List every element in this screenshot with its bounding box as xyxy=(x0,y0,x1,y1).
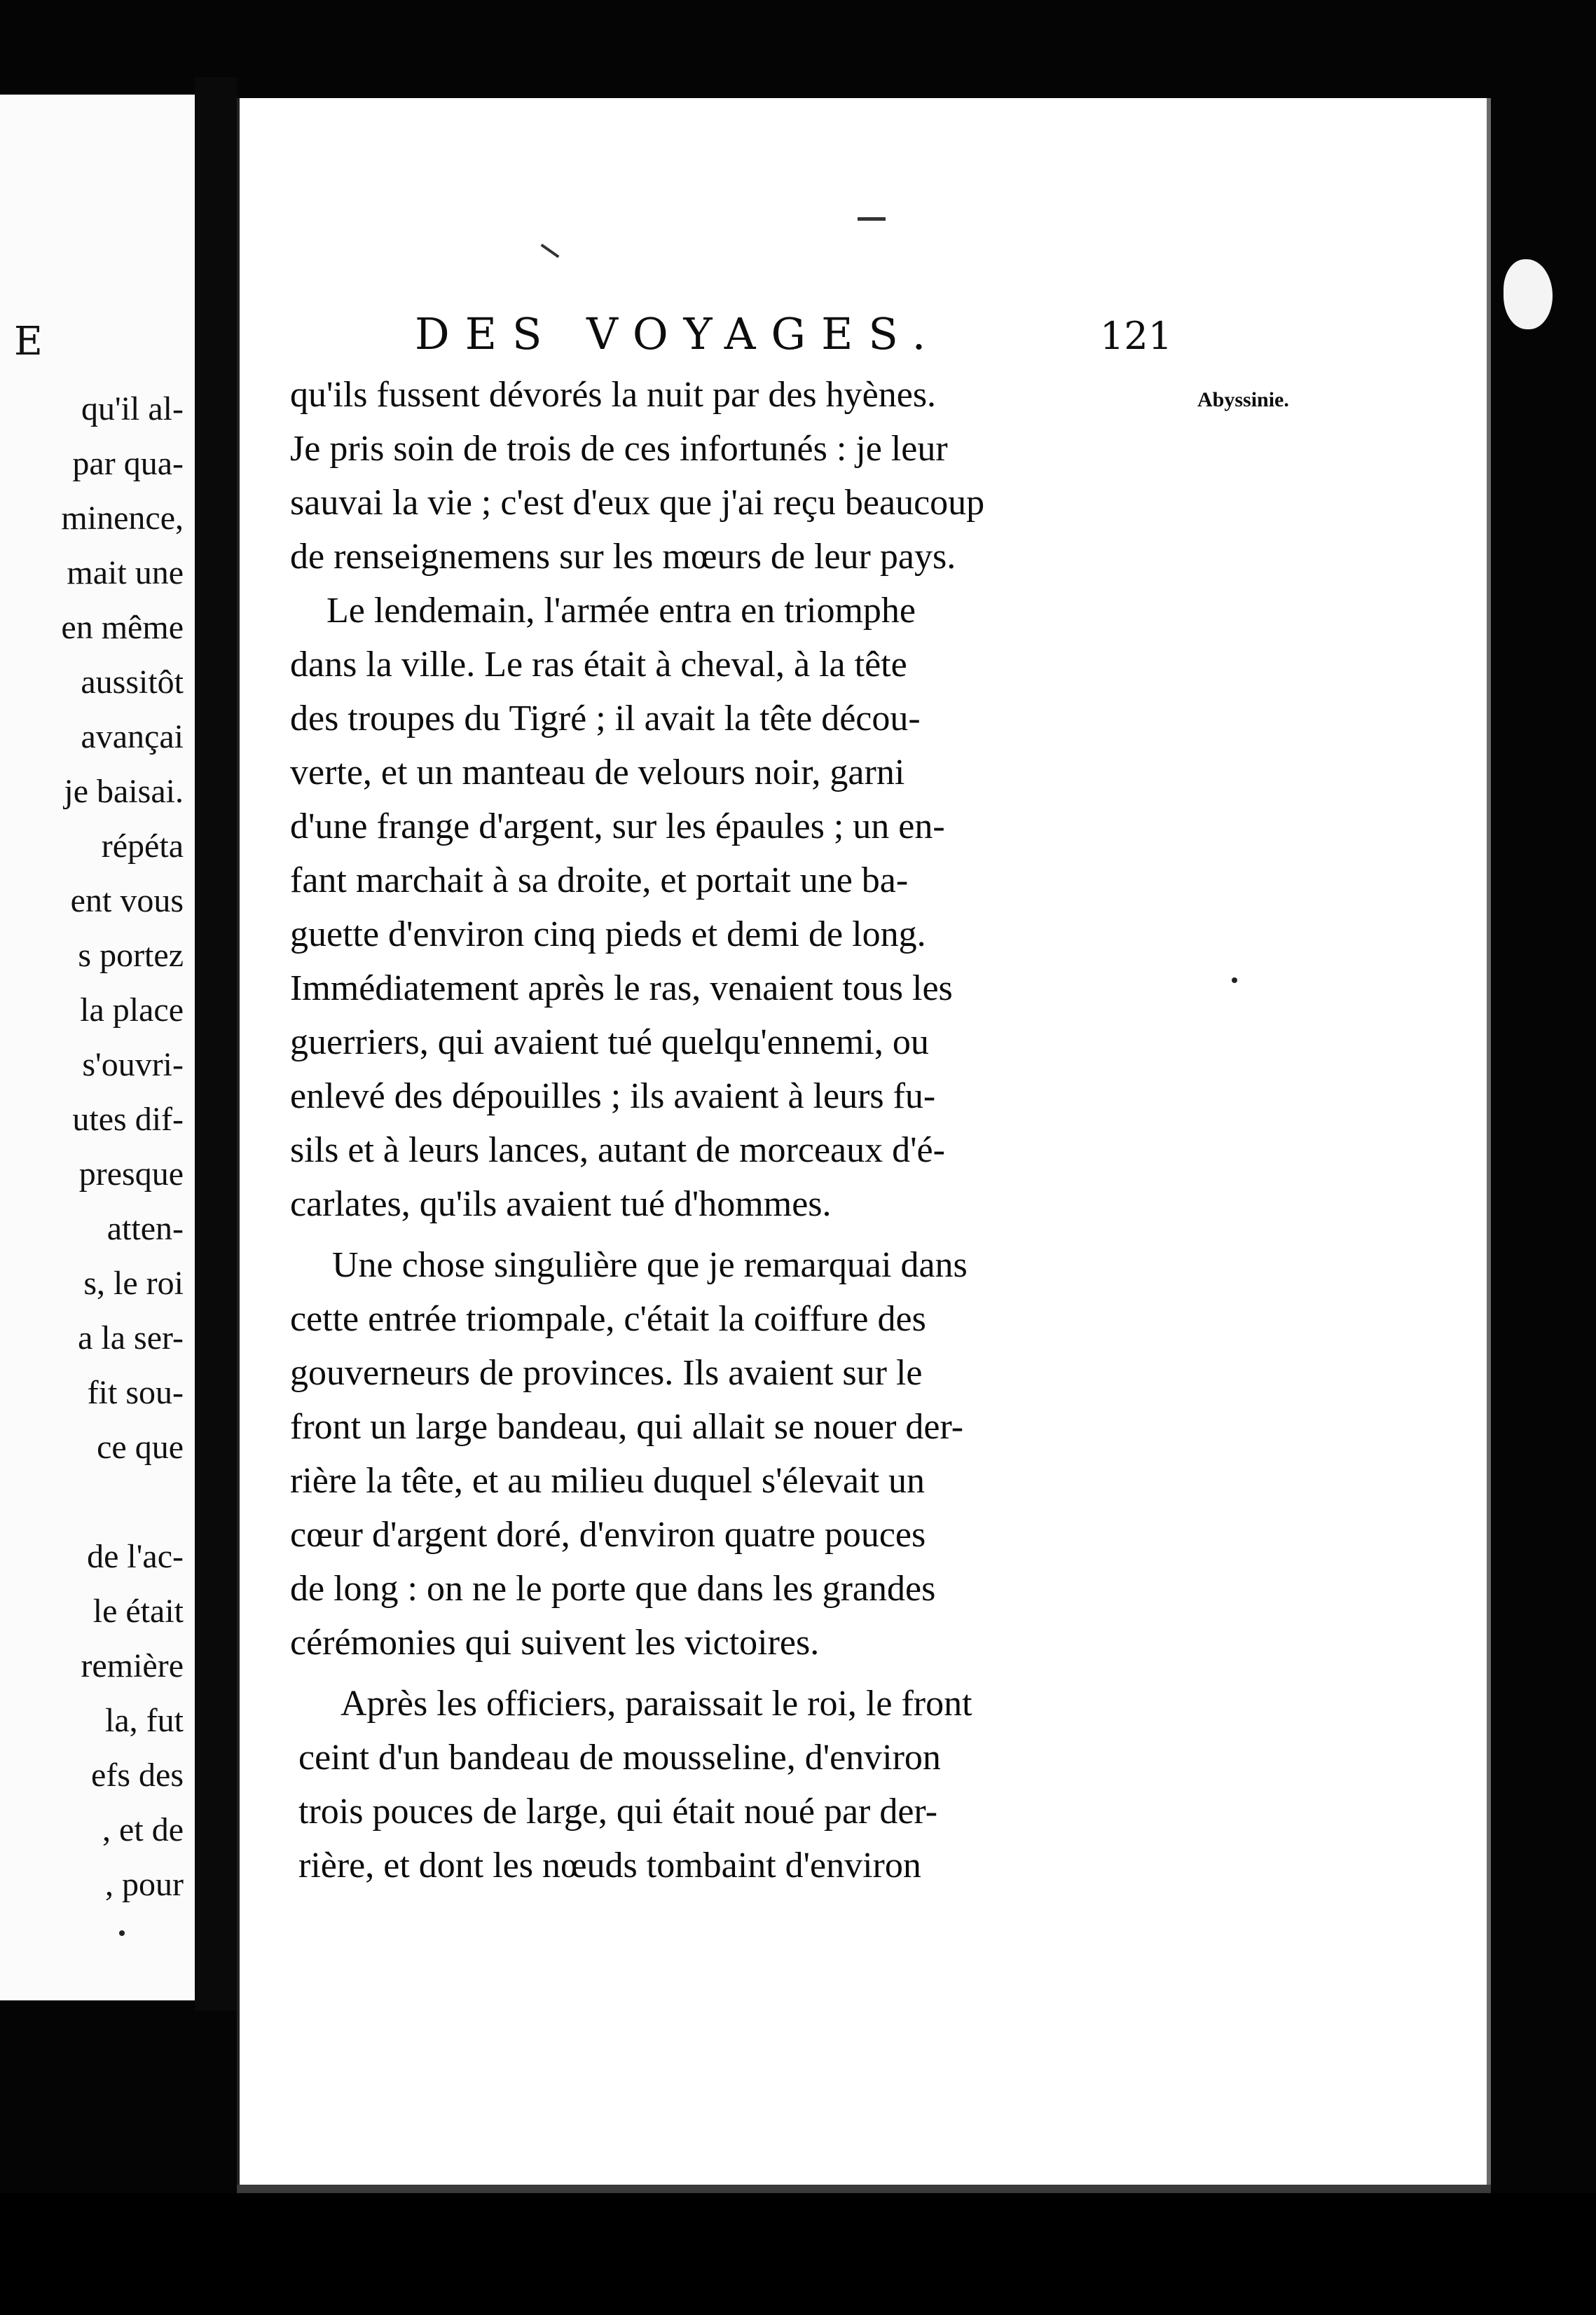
previous-page-header: E xyxy=(14,319,46,364)
text-line: cœur d'argent doré, d'environ quatre pouces xyxy=(290,1515,926,1555)
previous-page-line: ent vous xyxy=(70,882,184,919)
previous-page-line: , pour xyxy=(105,1866,184,1903)
text-line: qu'ils fussent dévorés la nuit par des hyènes. xyxy=(290,375,937,415)
text-line: verte, et un manteau de velours noir, garni xyxy=(290,753,905,792)
previous-page-line: s portez xyxy=(78,937,184,974)
previous-page-line: fit sou- xyxy=(87,1374,184,1411)
text-line: cérémonies qui suivent les victoires. xyxy=(290,1623,820,1663)
text-line: carlates, qu'ils avaient tué d'hommes. xyxy=(290,1184,832,1224)
previous-page-line: ce que xyxy=(97,1429,184,1466)
scan-mark xyxy=(541,244,560,258)
margin-note: Abyssinie. xyxy=(1197,388,1289,411)
previous-page-line: efs des xyxy=(91,1757,184,1794)
previous-page-line: aussitôt xyxy=(81,664,184,701)
text-line: gouverneurs de provinces. Ils avaient sur le xyxy=(290,1353,923,1393)
previous-page-line: la, fut xyxy=(105,1702,184,1739)
previous-page-line: utes dif- xyxy=(72,1101,184,1138)
page-number: 121 xyxy=(1100,314,1173,358)
text-line: front un large bandeau, qui allait se nouer der- xyxy=(290,1407,964,1447)
previous-page-line: minence, xyxy=(61,500,184,537)
text-line: rière la tête, et au milieu duquel s'élevait un xyxy=(290,1461,926,1501)
text-line: de long : on ne le porte que dans les grandes xyxy=(290,1569,936,1609)
scan-mark xyxy=(858,217,886,221)
previous-page-line: je baisai. xyxy=(64,773,184,810)
previous-page-fragment xyxy=(0,95,195,2000)
scan-speck xyxy=(119,1930,125,1936)
page-bottom-edge xyxy=(237,2185,1491,2193)
text-line: Je pris soin de trois de ces infortunés : je leur xyxy=(290,429,948,469)
text-line: trois pouces de large, qui était noué par der- xyxy=(298,1792,938,1832)
previous-page-line: s'ouvri- xyxy=(82,1046,184,1083)
scan-artifact xyxy=(1504,259,1553,329)
previous-page-line: en même xyxy=(61,609,184,646)
text-line: d'une frange d'argent, sur les épaules ; un en- xyxy=(290,806,945,846)
text-line: sauvai la vie ; c'est d'eux que j'ai reçu beaucoup xyxy=(290,483,985,523)
previous-page-line: remière xyxy=(81,1647,184,1684)
previous-page-line: le était xyxy=(92,1593,184,1630)
scan-border-bottom xyxy=(0,2193,1596,2315)
previous-page-line: a la ser- xyxy=(78,1319,184,1356)
paragraph xyxy=(290,368,1230,584)
text-line: dans la ville. Le ras était à cheval, à la tête xyxy=(290,645,907,685)
previous-page-line: la place xyxy=(80,991,184,1029)
text-line: ceint d'un bandeau de mousseline, d'environ xyxy=(298,1738,941,1778)
running-head xyxy=(240,308,1494,364)
text-line: enlevé des dépouilles ; ils avaient à leurs fu- xyxy=(290,1076,936,1116)
scan-border-right xyxy=(1491,77,1596,2315)
text-line: cette entrée triompale, c'était la coiffure des xyxy=(290,1299,926,1339)
previous-page-line: s, le roi xyxy=(83,1265,184,1302)
paragraph xyxy=(290,1677,1230,1892)
text-line: Le lendemain, l'armée entra en triomphe xyxy=(326,591,916,631)
book-gutter xyxy=(195,77,237,2011)
paragraph xyxy=(290,584,1230,1231)
running-head-title: DES VOYAGES. xyxy=(415,308,942,359)
previous-page-line: par qua- xyxy=(72,445,184,482)
body-text xyxy=(290,368,1230,1892)
book-page xyxy=(237,98,1494,2193)
previous-page-line: qu'il al- xyxy=(81,390,184,427)
paragraph xyxy=(290,1238,1230,1670)
previous-page-lines xyxy=(61,382,184,1912)
previous-page-line xyxy=(61,1475,184,1530)
text-line: Immédiatement après le ras, venaient tous les xyxy=(290,968,953,1008)
previous-page-line: presque xyxy=(78,1155,184,1193)
text-line: guerriers, qui avaient tué quelqu'ennemi, ou xyxy=(290,1022,929,1062)
text-line: Une chose singulière que je remarquai dans xyxy=(332,1245,968,1285)
previous-page-line: répéta xyxy=(101,827,184,865)
previous-page-line: avançai xyxy=(81,718,184,755)
text-line: des troupes du Tigré ; il avait la tête décou- xyxy=(290,699,921,739)
text-line: fant marchait à sa droite, et portait une ba- xyxy=(290,860,909,900)
scan-speck xyxy=(1232,977,1237,983)
text-line: Après les officiers, paraissait le roi, le front xyxy=(340,1684,972,1724)
previous-page-line: mait une xyxy=(67,554,184,591)
text-line: guette d'environ cinq pieds et demi de long. xyxy=(290,914,926,954)
previous-page-line: , et de xyxy=(102,1811,184,1848)
text-line: rière, et dont les nœuds tombaint d'environ xyxy=(298,1846,921,1885)
previous-page-line: atten- xyxy=(106,1210,184,1247)
text-line: sils et à leurs lances, autant de morceaux d'é- xyxy=(290,1130,945,1170)
previous-page-line: de l'ac- xyxy=(87,1538,184,1575)
text-line: de renseignemens sur les mœurs de leur pays. xyxy=(290,537,956,577)
